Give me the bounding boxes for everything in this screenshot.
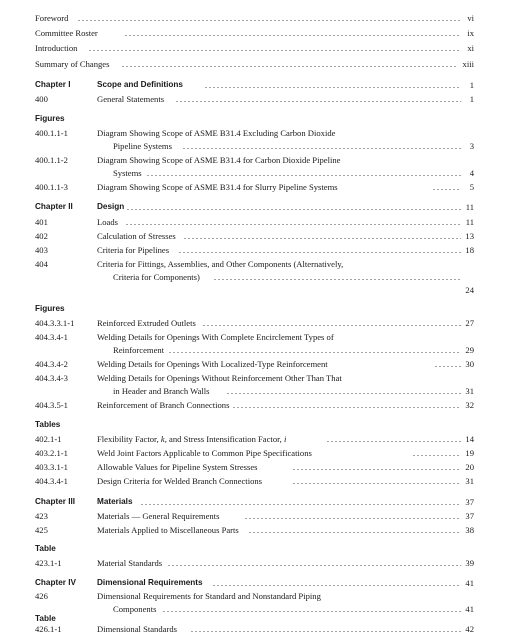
entry-number: 423.1-1: [35, 558, 62, 568]
toc-figure-400-1-1-2[interactable]: [0, 153, 509, 167]
page-number: 20: [465, 462, 474, 472]
entry-title-line2: Pipeline Systems: [113, 141, 172, 151]
dot-leader: [204, 87, 461, 88]
dot-leader: [168, 352, 461, 353]
page-number: 14: [465, 434, 474, 444]
section-header-figures: [0, 112, 509, 126]
entry-number: 426: [35, 591, 48, 601]
page-number: 5: [469, 182, 474, 192]
dot-leader: [77, 20, 461, 21]
chapter-title: Scope and Definitions: [97, 80, 183, 89]
page-number: 32: [465, 400, 474, 410]
dot-leader: [124, 35, 461, 36]
page-number: vi: [467, 13, 474, 23]
toc-table-403-2-1-1[interactable]: [0, 446, 509, 460]
page-number: 11: [465, 202, 474, 212]
italic-k: k: [160, 434, 165, 444]
toc-entry-401[interactable]: [0, 215, 509, 229]
entry-number: 404.3.3.1-1: [35, 318, 75, 328]
entry-number: 404: [35, 259, 48, 269]
dot-leader: [244, 518, 461, 519]
entry-title: Dimensional Standards: [97, 624, 177, 634]
section-header-figures: [0, 302, 509, 316]
dot-leader: [140, 504, 461, 505]
page-number: 27: [465, 318, 474, 328]
dot-leader: [292, 469, 461, 470]
entry-title-line1: Diagram Showing Scope of ASME B31.4 Excluding Carbon Dioxide: [97, 128, 336, 138]
page-number: ix: [467, 28, 474, 38]
section-header-table: [0, 542, 509, 556]
entry-number: 402: [35, 231, 48, 241]
page-number: 11: [465, 217, 474, 227]
entry-number: 400: [35, 94, 48, 104]
entry-title: Committee Roster: [35, 28, 98, 38]
dot-leader: [190, 631, 461, 632]
page-number: 38: [465, 525, 474, 535]
page-number: 19: [465, 448, 474, 458]
dot-leader: [125, 224, 461, 225]
chapter-label: Chapter IV: [35, 578, 76, 587]
dot-leader: [167, 565, 461, 566]
entry-title: Allowable Values for Pipeline System Stresses: [97, 462, 258, 472]
chapter-title: Design: [97, 202, 125, 211]
section-label: Figures: [35, 304, 65, 313]
page-number: 24: [465, 285, 474, 295]
page-number: 31: [465, 476, 474, 486]
entry-title-line2: Criteria for Components): [113, 272, 200, 282]
entry-title: Reinforced Extruded Outlets: [97, 318, 196, 328]
page-number: xi: [467, 43, 474, 53]
toc-figure-404-3-4-1[interactable]: [0, 330, 509, 344]
toc-chapter-2[interactable]: [0, 200, 509, 214]
entry-title: Calculation of Stresses: [97, 231, 176, 241]
toc-table-423-1-1[interactable]: [0, 556, 509, 570]
entry-title: Introduction: [35, 43, 78, 53]
page-number: 42: [465, 624, 474, 634]
entry-title-line1: Diagram Showing Scope of ASME B31.4 for Carbon Dioxide Pipeline: [97, 155, 341, 165]
page-number: 1: [469, 94, 474, 104]
page-number: 1: [469, 80, 474, 90]
entry-title: Material Standards: [97, 558, 163, 568]
entry-number: 400.1.1-1: [35, 128, 68, 138]
entry-number: 404.3.4-3: [35, 373, 68, 383]
page-number: 29: [465, 345, 474, 355]
page-number: 4: [469, 168, 474, 178]
dot-leader: [178, 252, 461, 253]
toc-chapter-4[interactable]: [0, 576, 509, 590]
toc-figure-404-3-4-2[interactable]: [0, 357, 509, 371]
entry-title: Summary of Changes: [35, 59, 110, 69]
page-number: 13: [465, 231, 474, 241]
entry-title: Materials Applied to Miscellaneous Parts: [97, 525, 239, 535]
entry-number: 400.1.1-3: [35, 182, 68, 192]
entry-title-line1: Welding Details for Openings Without Reinforcement Other Than That: [97, 373, 342, 383]
entry-title: Weld Joint Factors Applicable to Common Pipe Specifications: [97, 448, 312, 458]
entry-number: 404.3.4-1: [35, 332, 68, 342]
page-number: xiii: [462, 59, 474, 69]
dot-leader: [126, 209, 461, 210]
toc-table-402-1-1[interactable]: [0, 432, 509, 446]
dot-leader: [292, 483, 461, 484]
entry-title: Criteria for Pipelines: [97, 245, 170, 255]
toc-entry-404-page: [0, 283, 509, 297]
entry-title: Diagram Showing Scope of ASME B31.4 for Slurry Pipeline Systems: [97, 182, 338, 192]
chapter-title: Dimensional Requirements: [97, 578, 203, 587]
entry-number: 400.1.1-2: [35, 155, 68, 165]
section-label: Figures: [35, 114, 65, 123]
toc-table-403-3-1-1[interactable]: [0, 460, 509, 474]
entry-title-line1: Welding Details for Openings With Complete Encirclement Types of: [97, 332, 334, 342]
section-label: Table: [35, 614, 56, 623]
entry-title: Materials — General Requirements: [97, 511, 220, 521]
page-number: 37: [465, 511, 474, 521]
toc-figure-400-1-1-1-cont[interactable]: [0, 139, 509, 153]
dot-leader: [146, 175, 461, 176]
toc-entry-introduction[interactable]: [0, 41, 509, 55]
toc-figure-400-1-1-1[interactable]: [0, 126, 509, 140]
dot-leader: [121, 66, 457, 67]
dot-leader: [183, 238, 461, 239]
dot-leader: [232, 407, 461, 408]
dot-leader: [212, 585, 461, 586]
page-number: 30: [465, 359, 474, 369]
toc-entry-404-cont[interactable]: [0, 270, 509, 284]
page-number: 31: [465, 386, 474, 396]
page-number: 3: [469, 141, 474, 151]
entry-number: 402.1-1: [35, 434, 62, 444]
entry-title: General Statements: [97, 94, 165, 104]
entry-title: Welding Details for Openings With Localized-Type Reinforcement: [97, 359, 328, 369]
entry-title-line2: Reinforcement: [113, 345, 165, 355]
chapter-title: Materials: [97, 497, 133, 506]
section-header-tables: [0, 418, 509, 432]
entry-title-line1: Dimensional Requirements for Standard and Nonstandard Piping: [97, 591, 321, 601]
toc-entry-foreword[interactable]: [0, 11, 509, 25]
dot-leader: [175, 101, 461, 102]
entry-number: 423: [35, 511, 48, 521]
dot-leader: [88, 50, 461, 51]
entry-number: 401: [35, 217, 48, 227]
dot-leader: [226, 393, 461, 394]
entry-title-line2: Systems: [113, 168, 142, 178]
entry-title: Foreword: [35, 13, 69, 23]
dot-leader: [182, 148, 461, 149]
chapter-label: Chapter III: [35, 497, 76, 506]
chapter-label: Chapter II: [35, 202, 73, 211]
entry-title: Loads: [97, 217, 119, 227]
toc-figure-404-3-4-3[interactable]: [0, 371, 509, 385]
section-label: Tables: [35, 420, 61, 429]
toc-figure-404-3-5-1[interactable]: [0, 398, 509, 412]
dot-leader: [202, 325, 461, 326]
italic-i: i: [283, 434, 287, 444]
toc-figure-404-3-3-1-1[interactable]: [0, 316, 509, 330]
dot-leader: [213, 279, 461, 280]
dot-leader: [326, 441, 461, 442]
page-number: 37: [465, 497, 474, 507]
entry-title: Design Criteria for Welded Branch Connections: [97, 476, 263, 486]
section-label: Table: [35, 544, 56, 553]
dot-leader: [434, 366, 461, 367]
entry-number: 404.3.4-2: [35, 359, 68, 369]
toc-entry-committee-roster[interactable]: [0, 26, 509, 40]
entry-title-line1: Criteria for Fittings, Assemblies, and Other Components (Alternatively,: [97, 259, 344, 269]
entry-number: 426.1-1: [35, 624, 62, 634]
entry-number: 404.3.4-1: [35, 476, 68, 486]
toc-entry-summary-of-changes[interactable]: [0, 57, 509, 71]
entry-title: Reinforcement of Branch Connections: [97, 400, 230, 410]
toc-entry-403[interactable]: [0, 243, 509, 257]
toc-figure-400-1-1-3[interactable]: [0, 180, 509, 194]
chapter-label: Chapter I: [35, 80, 71, 89]
toc-entry-402[interactable]: [0, 229, 509, 243]
entry-number: 403.3.1-1: [35, 462, 68, 472]
toc-chapter-3[interactable]: [0, 495, 509, 509]
dot-leader: [412, 455, 461, 456]
page-number: 39: [465, 558, 474, 568]
entry-number: 403: [35, 245, 48, 255]
entry-number: 403.2.1-1: [35, 448, 68, 458]
toc-table-404-3-4-1[interactable]: [0, 474, 509, 488]
page-number: 41: [465, 604, 474, 614]
dot-leader: [432, 189, 461, 190]
dot-leader: [248, 532, 461, 533]
toc-figure-404-3-4-1-cont[interactable]: [0, 343, 509, 357]
toc-entry-425[interactable]: [0, 523, 509, 537]
entry-title-line2: in Header and Branch Walls: [113, 386, 210, 396]
toc-figure-404-3-4-3-cont[interactable]: [0, 384, 509, 398]
dot-leader: [162, 611, 461, 612]
toc-entry-426[interactable]: [0, 589, 509, 603]
toc-entry-400[interactable]: [0, 92, 509, 106]
toc-table-426-1-1[interactable]: [0, 622, 509, 636]
entry-number: 404.3.5-1: [35, 400, 68, 410]
toc-entry-404[interactable]: [0, 257, 509, 271]
toc-figure-400-1-1-2-cont[interactable]: [0, 166, 509, 180]
entry-title: Flexibility Factor, k, and Stress Intensification Factor, i: [97, 434, 287, 444]
toc-chapter-1[interactable]: [0, 78, 509, 92]
page-number: 18: [465, 245, 474, 255]
toc-entry-423[interactable]: [0, 509, 509, 523]
page-number: 41: [465, 578, 474, 588]
entry-number: 425: [35, 525, 48, 535]
entry-title-line2: Components: [113, 604, 157, 614]
